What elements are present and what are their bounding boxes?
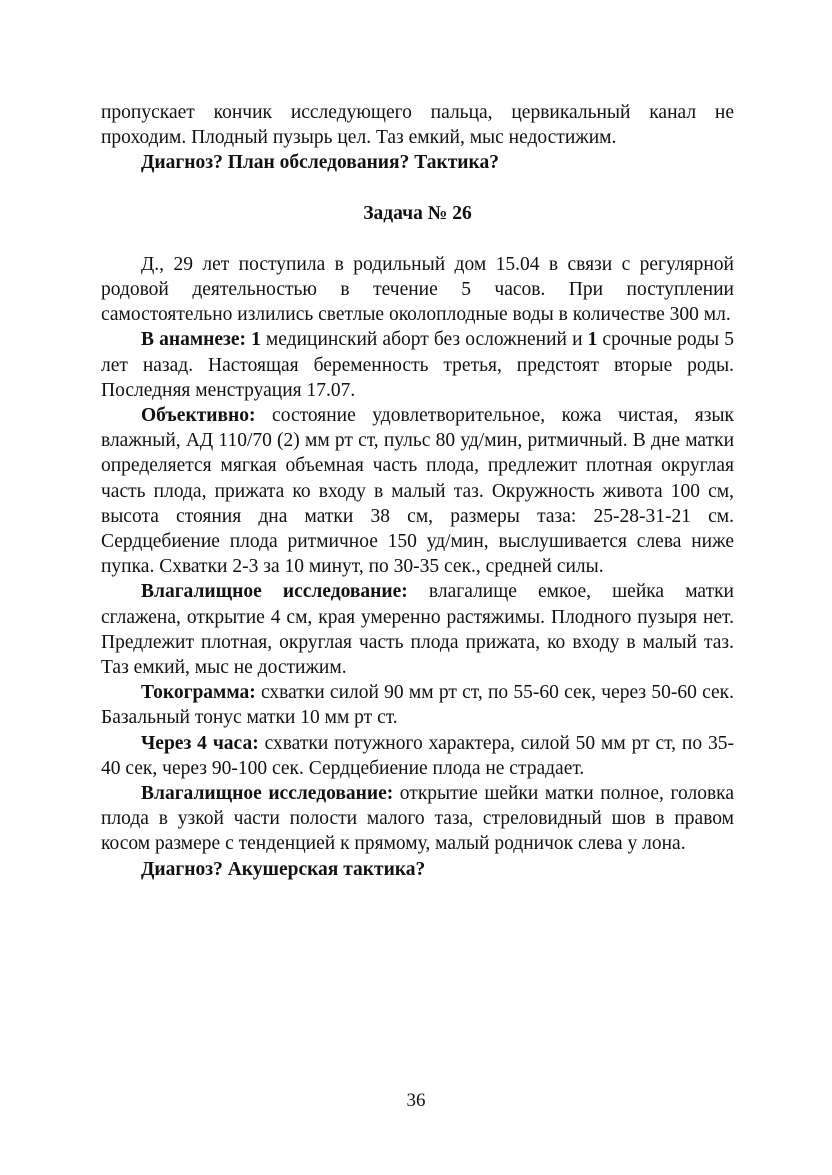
anamnesis-count-2: 1	[587, 329, 598, 351]
vaginal-exam-2-text: открытие шейки матки полное, головка плода в узкой части полости малого таза, стреловидный шов в правом косом размере с тенденцией к прямому, малый родничок слева у лона.	[101, 783, 734, 855]
tocogram-text: схватки силой 90 мм рт ст, по 55-60 сек, через 50-60 сек. Базальный тонус матки 10 мм рт ст.	[101, 682, 734, 729]
anamnesis-text-2: срочные роды 5 лет назад. Настоящая беременность третья, предстоят вторые роды. Последняя менструация 17.07.	[101, 329, 734, 401]
anamnesis-count-1: 1	[251, 329, 261, 351]
anamnesis-text-1: медицинский аборт без осложнений и	[260, 329, 588, 351]
anamnesis-label: В анамнезе:	[141, 329, 246, 351]
after-4-hours-paragraph	[101, 731, 734, 781]
vaginal-exam-2-paragraph	[101, 781, 734, 857]
page-body	[101, 100, 734, 882]
vaginal-exam-paragraph	[101, 579, 734, 680]
continued-paragraph: пропускает кончик исследующего пальца, цервикальный канал не проходим. Плодный пузырь цел. Таз емкий, мыс недостижим.	[101, 102, 734, 149]
task-title: Задача № 26	[363, 202, 472, 224]
tocogram-paragraph	[101, 680, 734, 730]
vaginal-exam-label: Влагалищное исследование:	[141, 581, 408, 603]
vaginal-exam-text: влагалище емкое, шейка матки сглажена, открытие 4 см, края умеренно растяжимы. Плодного пузыря нет. Предлежит плотная, округлая часть плода прижата, ко входу в малый таз. Таз емкий, мыс не достижим.	[101, 581, 734, 679]
task-question: Диагноз? Акушерская тактика?	[141, 858, 426, 880]
tocogram-label: Токограмма:	[141, 682, 256, 704]
objective-label: Объективно:	[141, 405, 256, 427]
anamnesis-paragraph	[101, 327, 734, 403]
after-4-hours-text: схватки потужного характера, силой 50 мм рт ст, по 35-40 сек, через 90-100 сек. Сердцебиение плода не страдает.	[101, 732, 734, 779]
after-4-hours-label: Через 4 часа:	[141, 732, 259, 754]
page-number: 36	[406, 1090, 426, 1111]
task-intro: Д., 29 лет поступила в родильный дом 15.04 в связи с регулярной родовой деятельностью в течение 5 часов. При поступлении самостоятельно излились светлые околоплодные воды в количестве 300 мл.	[101, 253, 734, 326]
previous-task-question: Диагноз? План обследования? Тактика?	[141, 152, 499, 174]
objective-text: состояние удовлетворительное, кожа чистая, язык влажный, АД 110/70 (2) мм рт ст, пульс 80 уд/мин, ритмичный. В дне матки определяется мягкая объемная часть плода, предлежит плотная округлая часть плода, прижата ко входу в малый таз. Окружность живота 100 см, высота стояния дна матки 38 см, размеры таза: 25-28-31-21 см. Сердцебиение плода ритмичное 150 уд/мин, выслушивается слева ниже пупка. Схватки 2-3 за 10 минут, по 30-35 сек., средней силы.	[101, 405, 734, 578]
vaginal-exam-2-label: Влагалищное исследование:	[141, 783, 394, 805]
objective-paragraph	[101, 403, 734, 579]
